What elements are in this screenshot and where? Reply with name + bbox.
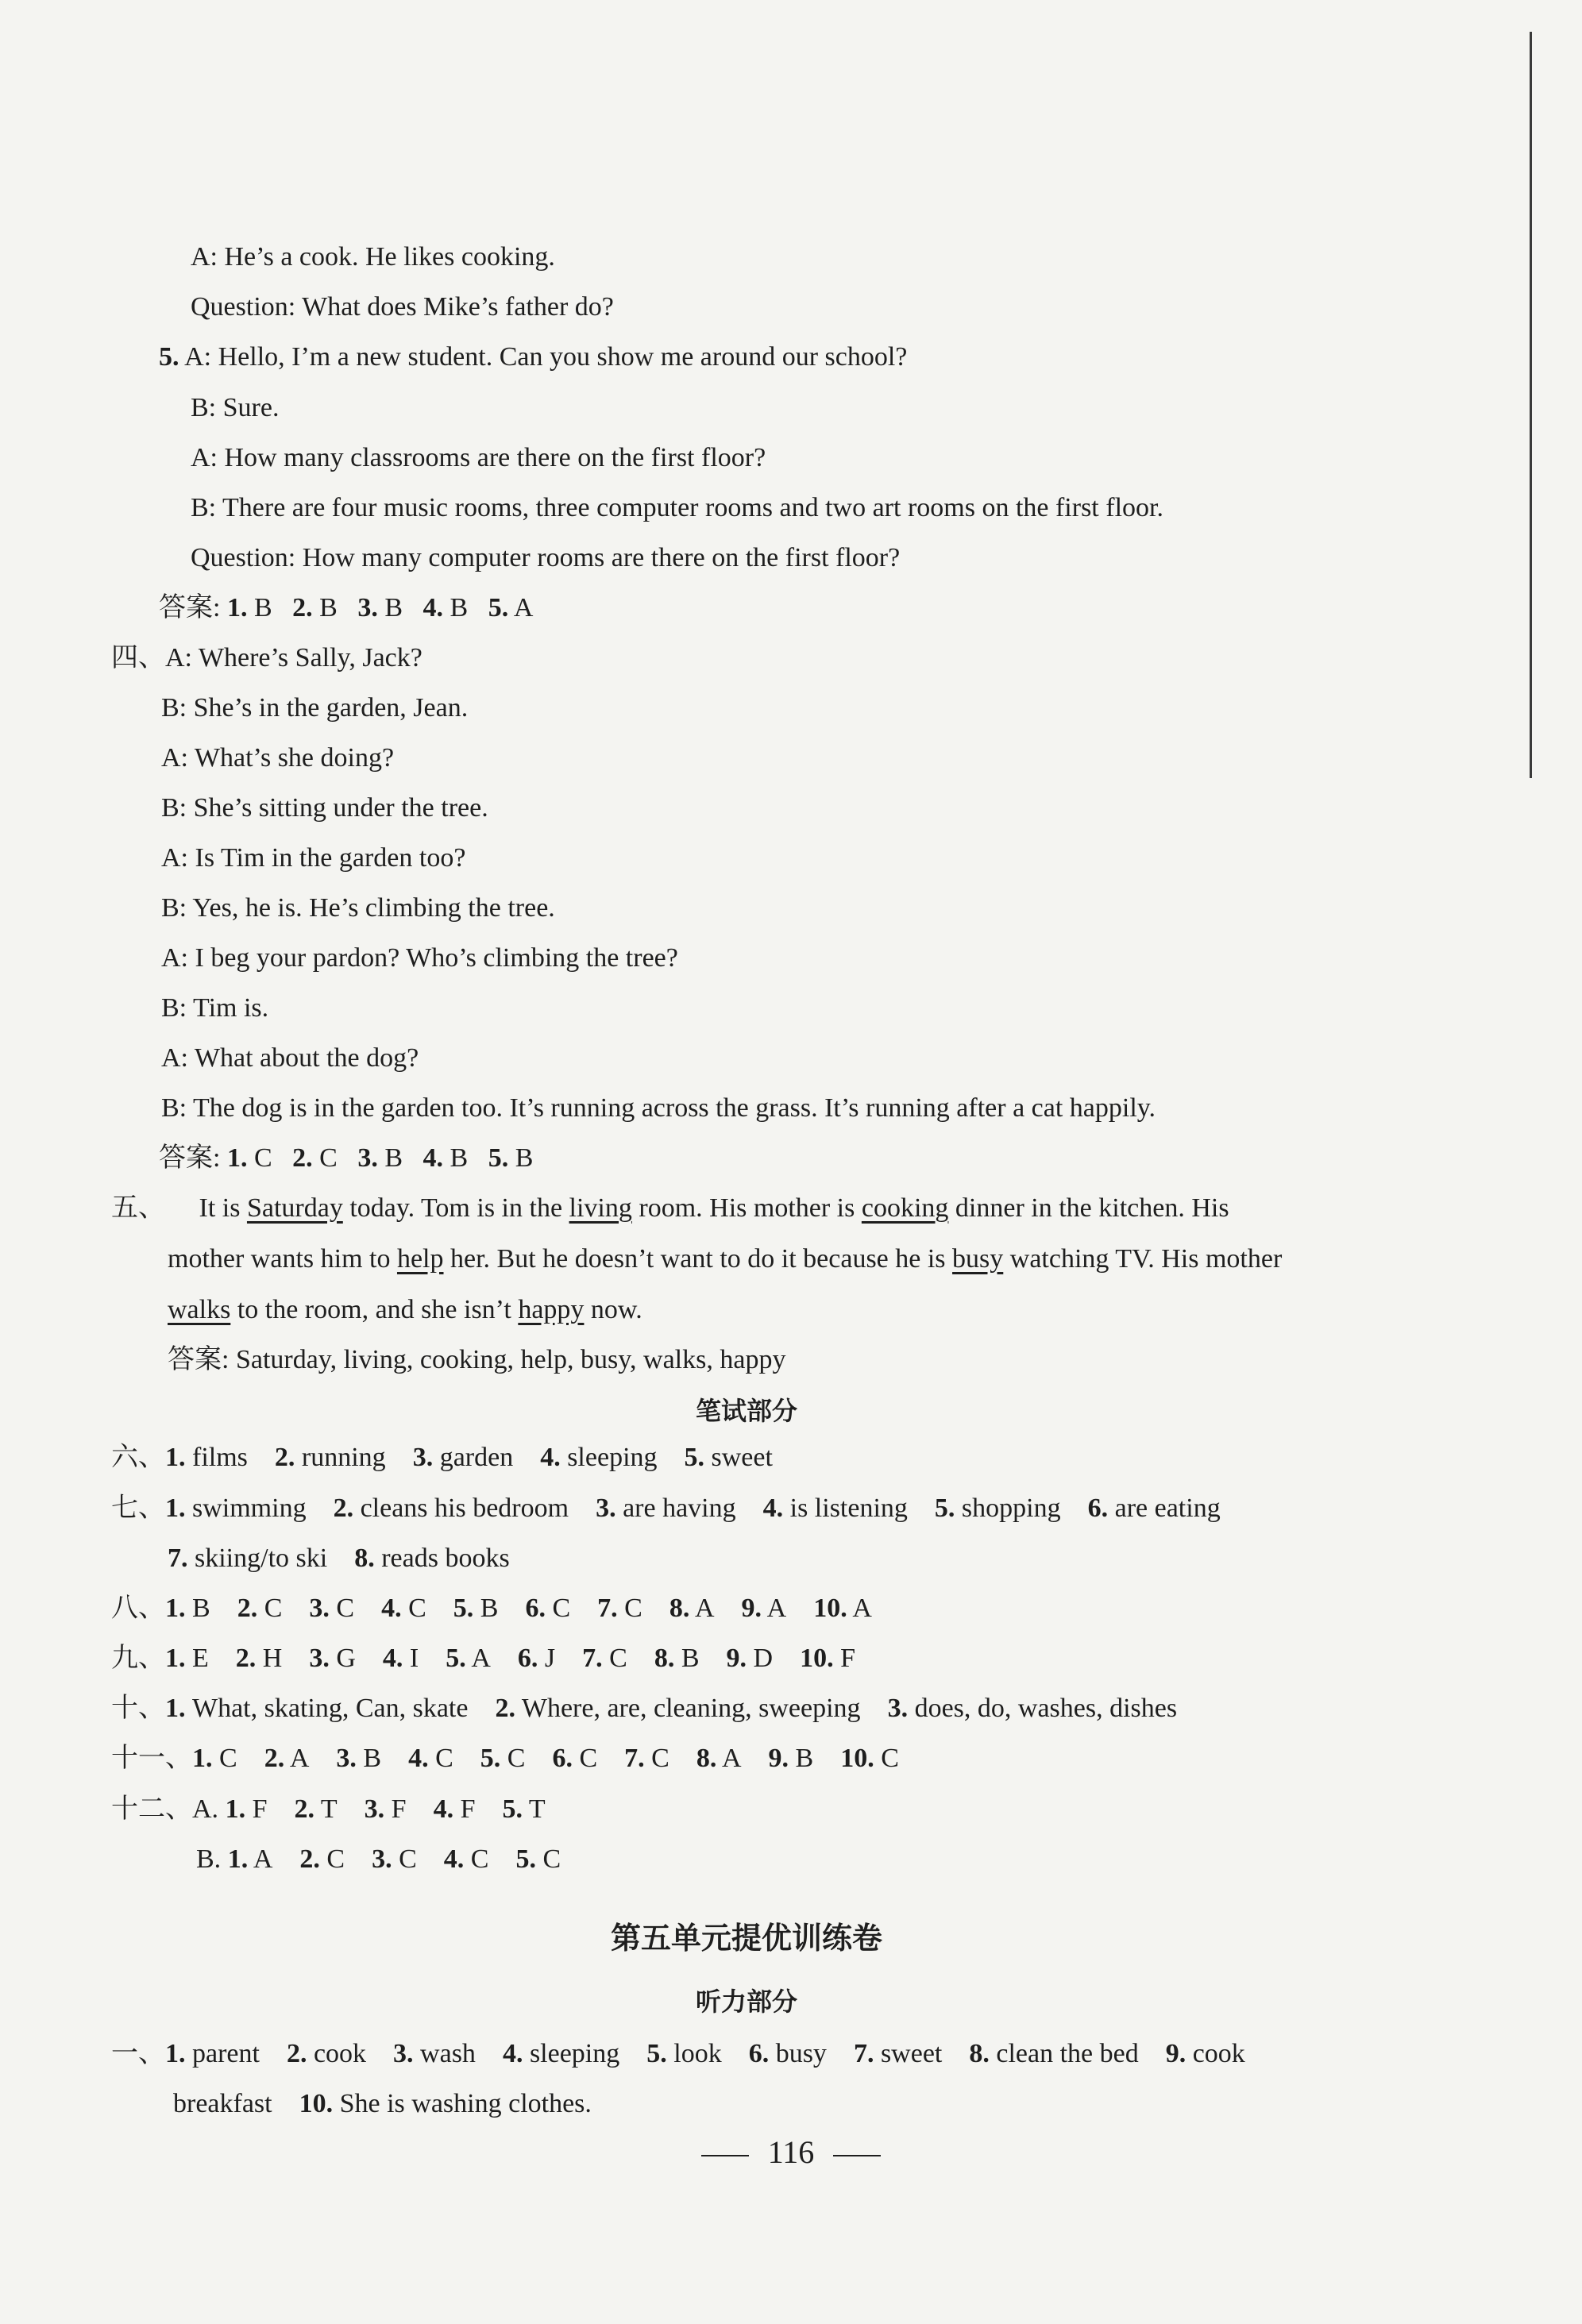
page-edge-line xyxy=(1530,32,1532,778)
answer-value: B xyxy=(319,593,338,622)
item-number: 1. xyxy=(165,1443,186,1472)
item-number: 3. xyxy=(887,1694,909,1723)
section4-line-4: B: She’s sitting under the tree. xyxy=(161,793,488,823)
answer-value: B xyxy=(480,1594,499,1623)
answer-value: F xyxy=(252,1794,268,1824)
item-number: 7. xyxy=(582,1644,603,1673)
dialog5-a2: A: How many classrooms are there on the first floor? xyxy=(191,443,766,472)
item-number: 6. xyxy=(517,1644,538,1673)
answer-value: C xyxy=(624,1594,642,1623)
passage-text: to the room, and she isn’t xyxy=(230,1295,519,1324)
answer-value: C xyxy=(507,1744,526,1773)
section9 xyxy=(111,1643,855,1675)
item-number: 3. xyxy=(309,1644,330,1673)
section6-label: 六、 xyxy=(111,1443,165,1472)
item-number: 2. xyxy=(292,593,313,622)
item-number: 4. xyxy=(423,1143,444,1173)
passage-text: dinner in the kitchen. His xyxy=(948,1193,1229,1223)
dialog4-question: Question: What does Mike’s father do? xyxy=(191,292,614,322)
section4-label: 四、 xyxy=(111,643,165,673)
item-number: 5. xyxy=(488,593,509,622)
item-number: 1. xyxy=(192,1744,213,1773)
item-number: 2. xyxy=(286,2039,307,2068)
answer-value: B xyxy=(253,593,272,622)
underlined-word: Saturday xyxy=(246,1193,343,1223)
answer-value: are eating xyxy=(1114,1493,1221,1523)
section10 xyxy=(111,1693,1177,1725)
answer-value: C xyxy=(408,1594,426,1623)
item-number: 9. xyxy=(741,1594,762,1623)
answer-value: G xyxy=(336,1644,356,1673)
dialog4-a-line: A: He’s a cook. He likes cooking. xyxy=(191,242,555,272)
part-label: B. xyxy=(196,1844,222,1874)
item-number: 4. xyxy=(423,593,444,622)
item-number: 3. xyxy=(596,1493,616,1523)
section11 xyxy=(111,1743,899,1775)
answer-value: F xyxy=(391,1794,407,1824)
answers-label: 答案: xyxy=(159,593,221,622)
section4-line-7: A: I beg your pardon? Who’s climbing the tree? xyxy=(161,943,678,973)
section4-line-5: A: Is Tim in the garden too? xyxy=(161,843,466,873)
underlined-word: happy xyxy=(518,1295,585,1324)
unit5-section1-line-2 xyxy=(173,2088,592,2120)
item-number: 9. xyxy=(768,1744,789,1773)
section9-label: 九、 xyxy=(111,1644,165,1673)
answer-value: C xyxy=(326,1844,345,1874)
item-number: 5. xyxy=(646,2039,667,2068)
item-number: 8. xyxy=(669,1594,690,1623)
answer-value: C xyxy=(552,1594,571,1623)
answer-value: C xyxy=(881,1744,899,1773)
answer-value: C xyxy=(470,1844,489,1874)
item-number: 7. xyxy=(853,2039,874,2068)
passage-text: It is xyxy=(199,1193,247,1223)
item-number: 4. xyxy=(382,1644,403,1673)
underlined-word: busy xyxy=(952,1244,1004,1274)
item-number: 5. xyxy=(934,1493,955,1523)
answer-value: reads books xyxy=(381,1544,510,1573)
answer-value: B xyxy=(384,1143,403,1173)
section5-line-2 xyxy=(168,1243,1282,1275)
answer-value: F xyxy=(460,1794,476,1824)
unit5-section1-line-1 xyxy=(111,2038,1245,2070)
item-number: 2. xyxy=(292,1143,313,1173)
answer-value: T xyxy=(528,1794,546,1824)
item-number: 4. xyxy=(502,2039,523,2068)
section5-answers: 答案: Saturday, living, cooking, help, busy, walks, happy xyxy=(168,1345,786,1374)
section8-label: 八、 xyxy=(111,1594,165,1623)
part-label: A. xyxy=(192,1794,219,1824)
item-number: 6. xyxy=(552,1744,573,1773)
answer-value: C xyxy=(319,1143,338,1173)
item-number: 5. xyxy=(488,1143,509,1173)
section4-line-6: B: Yes, he is. He’s climbing the tree. xyxy=(161,893,555,923)
item-number: 1. xyxy=(165,1694,186,1723)
passage-text: mother wants him to xyxy=(168,1244,397,1274)
underlined-word: living xyxy=(569,1193,632,1223)
answer-value: cleans his bedroom xyxy=(360,1493,569,1523)
section5-line-1 xyxy=(111,1193,1229,1224)
item-number: 9. xyxy=(726,1644,747,1673)
answer-value: C xyxy=(579,1744,598,1773)
item-number: 3. xyxy=(309,1594,330,1623)
section4-line-9: A: What about the dog? xyxy=(161,1043,419,1073)
item-number: 8. xyxy=(654,1644,675,1673)
item-number: 3. xyxy=(357,1143,378,1173)
item-number: 5. xyxy=(515,1844,536,1874)
section4-line-8: B: Tim is. xyxy=(161,993,269,1023)
passage-text: watching TV. His mother xyxy=(1003,1244,1283,1274)
answer-value: C xyxy=(542,1844,561,1874)
answer-value: clean the bed xyxy=(996,2039,1139,2068)
answer-value: C xyxy=(253,1143,272,1173)
item-number: 2. xyxy=(294,1794,314,1824)
answers-label: 答案: xyxy=(159,1143,221,1173)
section4-line-10: B: The dog is in the garden too. It’s running across the grass. It’s running after a cat happily. xyxy=(161,1093,1156,1123)
section7-line-1 xyxy=(111,1493,1221,1524)
item-number: 1. xyxy=(227,1844,249,1874)
item-number: 1. xyxy=(165,1644,186,1673)
item-number: 4. xyxy=(381,1594,402,1623)
answer-value: C xyxy=(264,1594,283,1623)
answer-value: J xyxy=(544,1644,556,1673)
answer-value: F xyxy=(840,1644,856,1673)
item-number: 2. xyxy=(237,1594,258,1623)
section7-line-2 xyxy=(168,1543,510,1574)
answer-value: C xyxy=(336,1594,355,1623)
section7-label: 七、 xyxy=(111,1493,165,1523)
item-number: 1. xyxy=(226,1143,248,1173)
answer-value: is listening xyxy=(789,1493,908,1523)
item-number: 5. xyxy=(684,1443,705,1472)
answer-value: I xyxy=(409,1644,419,1673)
item-number: 3. xyxy=(372,1844,392,1874)
item-number: 4. xyxy=(762,1493,784,1523)
section6 xyxy=(111,1442,773,1474)
answer-value: C xyxy=(435,1744,453,1773)
listening-part-heading: 听力部分 xyxy=(695,1987,797,2017)
dialog5-b2: B: There are four music rooms, three computer rooms and two art rooms on the first floor. xyxy=(191,493,1163,522)
answer-value: B xyxy=(450,593,469,622)
answer-value: A xyxy=(471,1644,491,1673)
answer-value: C xyxy=(399,1844,417,1874)
item-number: 4. xyxy=(408,1744,429,1773)
answer-value: What, skating, Can, skate xyxy=(192,1694,469,1723)
answer-value: sweet xyxy=(880,2039,943,2068)
item-number: 7. xyxy=(597,1594,618,1623)
section12-part-a xyxy=(111,1794,546,1825)
item-number: 1. xyxy=(225,1794,246,1824)
dialog5-a1-text: A: Hello, I’m a new student. Can you show me around our school? xyxy=(184,342,908,372)
answer-value: Where, are, cleaning, sweeping xyxy=(521,1694,861,1723)
item-number: 3. xyxy=(364,1794,385,1824)
item-number: 2. xyxy=(333,1493,354,1523)
answer-value: D xyxy=(753,1644,774,1673)
unit5-section1-label: 一、 xyxy=(111,2039,165,2068)
dialog-line: A: Where’s Sally, Jack? xyxy=(165,643,423,673)
answer-value: cook xyxy=(1192,2039,1245,2068)
section4-answers xyxy=(159,1143,533,1174)
answer-value: does, do, washes, dishes xyxy=(914,1694,1178,1723)
answer-value: cook xyxy=(313,2039,367,2068)
section5-line-3 xyxy=(168,1294,642,1326)
passage-text: her. But he doesn’t want to do it because he is xyxy=(443,1244,953,1274)
item-number: 9. xyxy=(1165,2039,1186,2068)
section12-label: 十二、 xyxy=(111,1794,192,1824)
answer-value: swimming xyxy=(192,1493,307,1523)
section4-line-3: A: What’s she doing? xyxy=(161,743,395,773)
answer-value: H xyxy=(262,1644,283,1673)
answer-value: She is washing clothes. xyxy=(339,2089,592,2118)
answer-value: busy xyxy=(775,2039,827,2068)
answer-value: sleeping xyxy=(529,2039,620,2068)
item-number: 3. xyxy=(393,2039,414,2068)
answer-value: shopping xyxy=(961,1493,1061,1523)
answer-value: garden xyxy=(439,1443,514,1472)
answer-value: A xyxy=(694,1594,715,1623)
item-number: 7. xyxy=(624,1744,645,1773)
answer-value: C xyxy=(219,1744,237,1773)
answer-value: C xyxy=(609,1644,627,1673)
answer-value: A xyxy=(289,1744,310,1773)
underlined-word: cooking xyxy=(861,1193,949,1223)
answer-value: B xyxy=(795,1744,814,1773)
section4-line-1 xyxy=(111,642,423,674)
answer-value: skiing/to ski xyxy=(195,1544,328,1573)
dialog5-b1: B: Sure. xyxy=(191,393,280,422)
item-number: 8. xyxy=(969,2039,990,2068)
item-number: 10. xyxy=(299,2089,334,2118)
item-number: 5. xyxy=(502,1794,523,1824)
answer-value: B xyxy=(681,1644,700,1673)
answer-value: sweet xyxy=(711,1443,773,1472)
answer-value: sleeping xyxy=(567,1443,658,1472)
item-number: 3. xyxy=(336,1744,357,1773)
item-number: 7. xyxy=(168,1544,188,1573)
section3-answers xyxy=(159,592,533,624)
answer-value: B xyxy=(450,1143,469,1173)
underlined-word: help xyxy=(396,1244,444,1274)
item-number: 5. xyxy=(159,342,179,372)
item-number: 1. xyxy=(165,2039,186,2068)
item-number: 8. xyxy=(696,1744,717,1773)
item-number: 2. xyxy=(274,1443,295,1472)
page-number xyxy=(0,2133,1582,2171)
written-part-heading: 笔试部分 xyxy=(695,1396,797,1426)
item-number: 5. xyxy=(446,1644,466,1673)
item-number: 10. xyxy=(813,1594,847,1623)
item-number: 10. xyxy=(800,1644,834,1673)
item-number: 6. xyxy=(748,2039,770,2068)
answer-value: films xyxy=(192,1443,248,1472)
answer-value: E xyxy=(192,1644,209,1673)
item-number: 5. xyxy=(453,1594,474,1623)
answer-value: A xyxy=(513,593,534,622)
answer-value: A xyxy=(721,1744,742,1773)
item-number: 4. xyxy=(540,1443,561,1472)
item-number: 1. xyxy=(165,1594,186,1623)
answer-value: A xyxy=(852,1594,872,1623)
section11-label: 十一、 xyxy=(111,1744,192,1773)
section8 xyxy=(111,1593,872,1624)
answer-value: look xyxy=(673,2039,722,2068)
answer-value: are having xyxy=(623,1493,736,1523)
passage-text: room. His mother is xyxy=(631,1193,862,1223)
page-number-text: 116 xyxy=(767,2134,815,2170)
item-number: 2. xyxy=(299,1844,320,1874)
item-number: 3. xyxy=(357,593,378,622)
answer-value: B xyxy=(515,1143,534,1173)
passage-text: now. xyxy=(584,1295,642,1324)
dialog5-a1 xyxy=(159,341,907,373)
item-number: 3. xyxy=(412,1443,434,1472)
item-number: 2. xyxy=(264,1744,285,1773)
passage-text: today. Tom is in the xyxy=(342,1193,569,1223)
item-number: 8. xyxy=(354,1544,375,1573)
answer-value: B xyxy=(363,1744,382,1773)
item-number: 6. xyxy=(1087,1493,1109,1523)
answer-value: C xyxy=(651,1744,669,1773)
answer-value: parent xyxy=(192,2039,260,2068)
item-number: 4. xyxy=(443,1844,465,1874)
page-number-dash-left xyxy=(701,2155,749,2156)
answer-value: running xyxy=(301,1443,386,1472)
answer-value: B xyxy=(384,593,403,622)
unit5-title: 第五单元提优训练卷 xyxy=(610,1921,882,1956)
item-number: 5. xyxy=(480,1744,501,1773)
item-number: 4. xyxy=(433,1794,454,1824)
answer-value: wash xyxy=(420,2039,476,2068)
page-number-dash-right xyxy=(833,2155,881,2156)
section12-part-b xyxy=(196,1844,561,1875)
section5-label: 五、 xyxy=(111,1193,165,1223)
answer-value: A xyxy=(766,1594,787,1623)
answer-value: B xyxy=(192,1594,210,1623)
item-number: 1. xyxy=(165,1493,186,1523)
answer-value: A xyxy=(253,1844,273,1874)
answer-value: T xyxy=(320,1794,338,1824)
underlined-word: walks xyxy=(168,1295,231,1324)
section10-label: 十、 xyxy=(111,1694,165,1723)
dialog5-question: Question: How many computer rooms are there on the first floor? xyxy=(191,543,901,572)
item-number: 1. xyxy=(226,593,248,622)
answer-value: breakfast xyxy=(173,2089,272,2118)
item-number: 6. xyxy=(525,1594,546,1623)
item-number: 2. xyxy=(495,1694,515,1723)
item-number: 2. xyxy=(235,1644,257,1673)
section4-line-2: B: She’s in the garden, Jean. xyxy=(161,693,469,723)
item-number: 10. xyxy=(840,1744,874,1773)
